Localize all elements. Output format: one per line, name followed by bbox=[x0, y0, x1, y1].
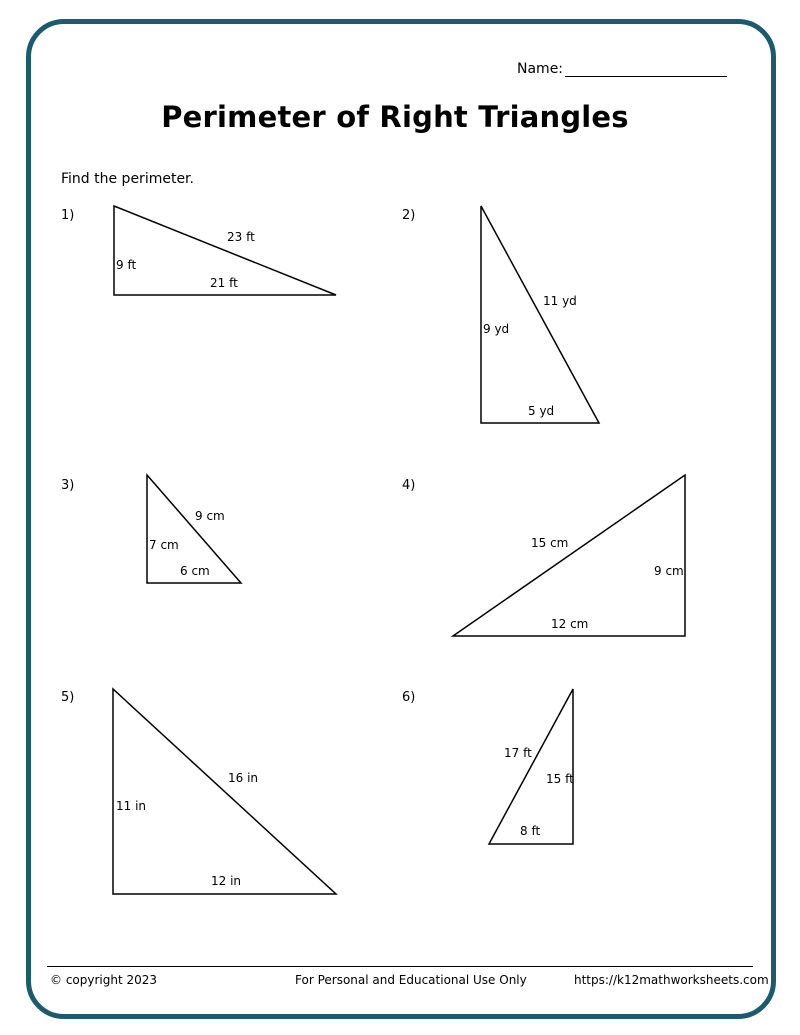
side-label: 8 ft bbox=[520, 824, 541, 838]
footer-usage: For Personal and Educational Use Only bbox=[295, 973, 527, 987]
side-label: 23 ft bbox=[227, 230, 255, 244]
footer-website-link[interactable]: https://k12mathworksheets.com bbox=[574, 973, 769, 987]
page-title: Perimeter of Right Triangles bbox=[161, 100, 629, 134]
triangle-3 bbox=[147, 475, 241, 583]
triangle-shape bbox=[113, 689, 336, 894]
side-label: 15 cm bbox=[531, 536, 569, 550]
footer-copyright: © copyright 2023 bbox=[50, 973, 158, 987]
side-label: 6 cm bbox=[180, 564, 210, 578]
side-label: 16 in bbox=[228, 771, 259, 785]
triangle-shape bbox=[489, 689, 573, 844]
problem-number: 3) bbox=[61, 478, 75, 493]
problem-number: 4) bbox=[402, 478, 416, 493]
side-label: 7 cm bbox=[149, 538, 179, 552]
triangle-shape bbox=[481, 206, 599, 423]
side-label: 11 yd bbox=[543, 294, 577, 308]
side-label: 9 cm bbox=[654, 564, 684, 578]
side-label: 12 in bbox=[211, 874, 242, 888]
instructions: Find the perimeter. bbox=[61, 171, 194, 187]
triangle-5 bbox=[113, 689, 336, 894]
triangle-1 bbox=[114, 206, 336, 295]
triangle-6 bbox=[489, 689, 574, 844]
side-label: 9 cm bbox=[195, 509, 225, 523]
side-label: 12 cm bbox=[551, 617, 589, 631]
problem-number: 2) bbox=[402, 208, 416, 223]
name-label: Name: bbox=[517, 61, 564, 77]
problem-number: 5) bbox=[61, 690, 75, 705]
triangle-2 bbox=[481, 206, 599, 423]
side-label: 17 ft bbox=[504, 746, 532, 760]
side-label: 9 yd bbox=[483, 322, 510, 336]
side-label: 11 in bbox=[116, 799, 147, 813]
side-label: 15 ft bbox=[546, 772, 574, 786]
footer-divider bbox=[47, 966, 753, 967]
triangle-shape bbox=[453, 475, 685, 636]
problem-number: 6) bbox=[402, 690, 416, 705]
side-label: 5 yd bbox=[528, 404, 555, 418]
triangle-4 bbox=[453, 475, 685, 636]
side-label: 9 ft bbox=[116, 258, 137, 272]
side-label: 21 ft bbox=[210, 276, 238, 290]
problem-number: 1) bbox=[61, 208, 75, 223]
